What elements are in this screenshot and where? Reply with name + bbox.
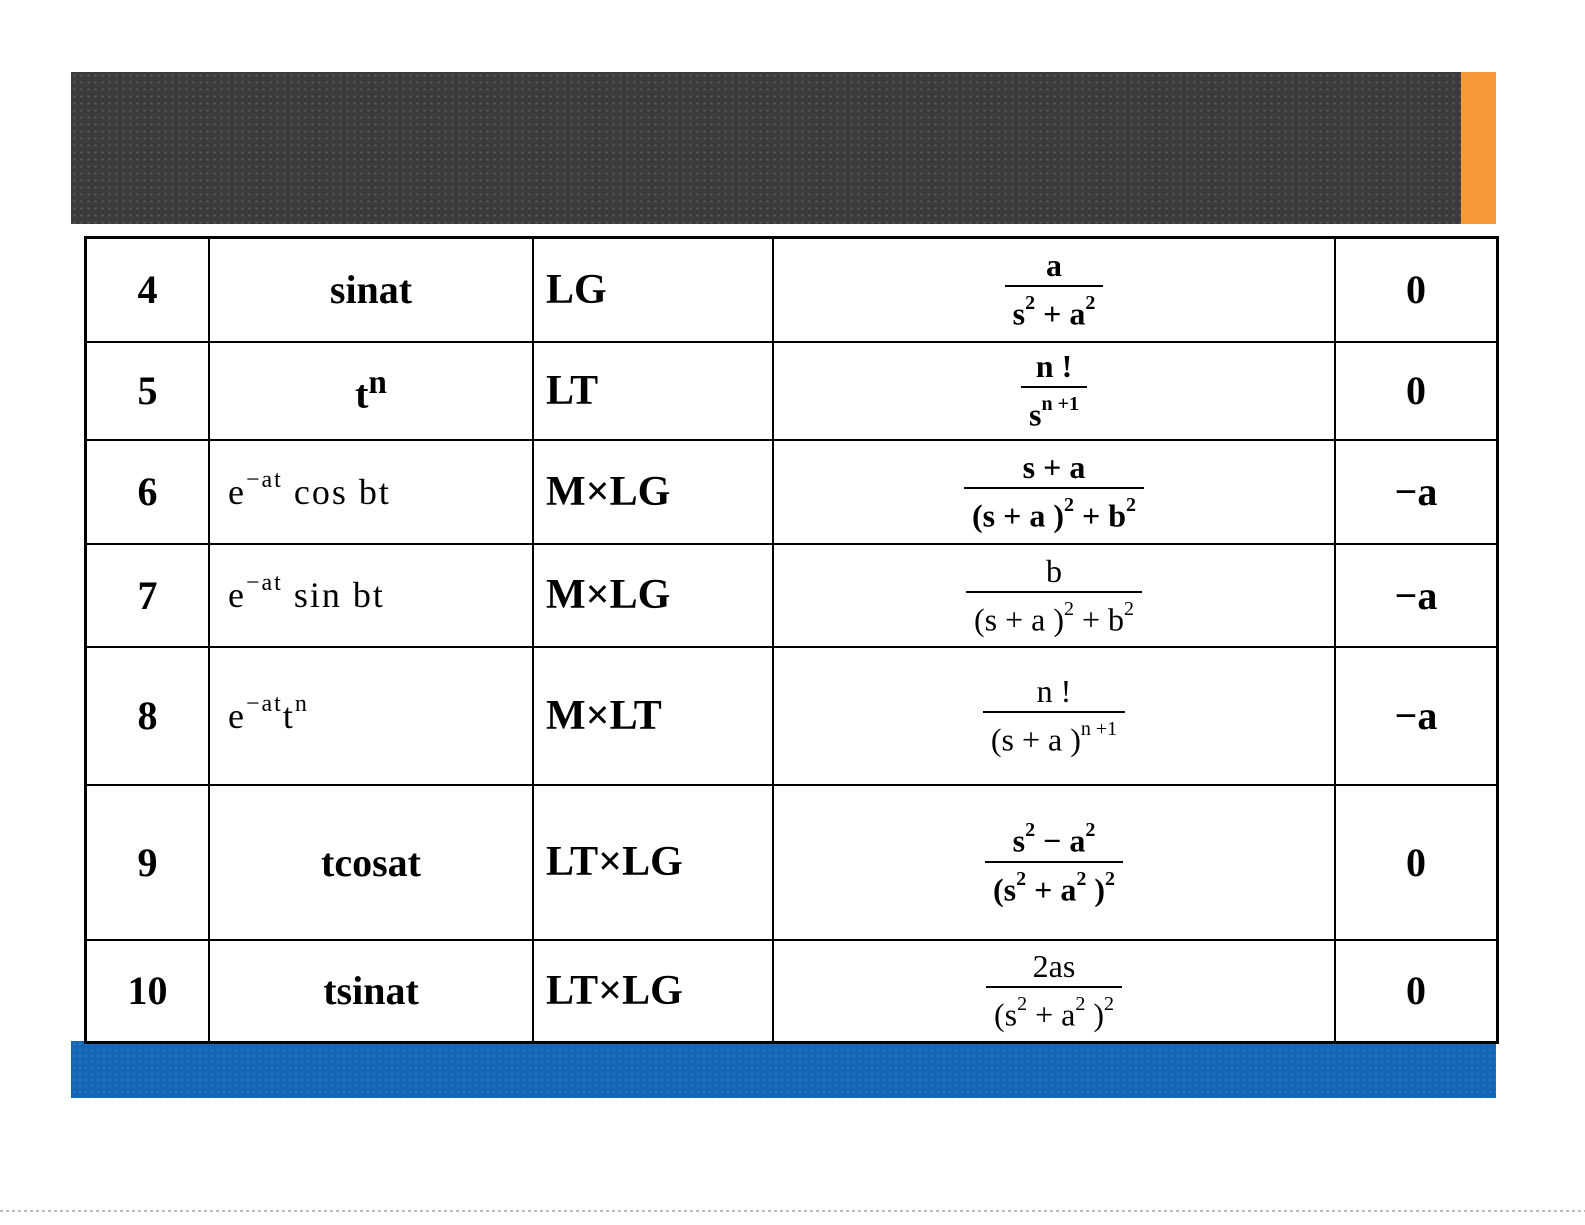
function-base: t: [355, 371, 369, 417]
time-function: [209, 647, 533, 785]
time-function: [209, 440, 533, 544]
term-exponent: 2: [1124, 597, 1135, 620]
numerator-text: s + a: [1022, 449, 1086, 486]
laplace-transform: [773, 440, 1335, 544]
function-type: LT×LG: [533, 940, 773, 1043]
fraction-denominator: [1005, 287, 1104, 334]
function-type: LG: [533, 238, 773, 342]
term-text: + a: [1026, 871, 1077, 908]
term-exponent: n +1: [1080, 718, 1118, 741]
term-exponent: 2: [1063, 597, 1074, 620]
fraction-denominator: [985, 863, 1123, 910]
bottom-divider: [0, 1210, 1585, 1212]
fraction-numerator: [985, 814, 1123, 863]
row-number: 6: [86, 440, 210, 544]
table-row: [86, 238, 1498, 342]
fraction-numerator: [983, 671, 1125, 713]
fraction-denominator: [966, 593, 1142, 640]
term-exponent: n +1: [1041, 393, 1079, 416]
term-exponent: 2: [1105, 868, 1115, 890]
term-text: + b: [1073, 601, 1125, 638]
row-number: 4: [86, 238, 210, 342]
time-function: [209, 940, 533, 1043]
term-text: + b: [1073, 497, 1127, 534]
table-row: [86, 544, 1498, 647]
term-exponent: 2: [1025, 292, 1036, 315]
fraction: [986, 946, 1122, 1035]
time-function: [209, 785, 533, 940]
row-number: 7: [86, 544, 210, 647]
header-accent-bar: [1461, 72, 1496, 224]
header-band: [71, 72, 1461, 224]
table-row: [86, 940, 1498, 1043]
term-exponent: 2: [1025, 819, 1036, 842]
term-text: s: [1012, 823, 1026, 859]
function-rest: sin bt: [282, 575, 385, 615]
term-text: + a: [1035, 296, 1086, 333]
pole-value: 0: [1335, 940, 1498, 1043]
function-type: LT: [533, 342, 773, 440]
function-exponent: −at: [245, 690, 283, 717]
term-exponent: 2: [1126, 494, 1137, 517]
fraction-numerator: [1021, 346, 1087, 388]
time-function: [209, 342, 533, 440]
fraction-denominator: [986, 988, 1122, 1035]
fraction-denominator: [983, 713, 1125, 760]
laplace-transform: [773, 342, 1335, 440]
pole-value: −a: [1335, 647, 1498, 785]
table-row: [86, 647, 1498, 785]
function-type: M×LG: [533, 544, 773, 647]
term-text: (s: [993, 997, 1018, 1034]
fraction-denominator: [964, 489, 1144, 536]
pole-value: 0: [1335, 785, 1498, 940]
term-exponent: 2: [1085, 292, 1096, 315]
numerator-text: n !: [1035, 348, 1073, 385]
table-row: [86, 785, 1498, 940]
laplace-transform: [773, 785, 1335, 940]
laplace-transform-table: [84, 236, 1499, 1044]
term-exponent: 2: [1075, 993, 1086, 1016]
time-function: [209, 238, 533, 342]
numerator-text: a: [1046, 247, 1062, 284]
table-row: [86, 440, 1498, 544]
fraction: [1005, 245, 1104, 334]
fraction-numerator: [966, 551, 1142, 593]
term-text: + a: [1027, 997, 1076, 1034]
function-rest: t: [282, 695, 295, 736]
fraction: [983, 671, 1125, 760]
laplace-transform: [773, 238, 1335, 342]
fraction: [985, 814, 1123, 909]
numerator-text: n !: [1036, 673, 1072, 710]
term-text: (s + a ): [971, 497, 1064, 534]
laplace-transform: [773, 544, 1335, 647]
function-exponent: n: [294, 690, 309, 717]
term-text: s: [1029, 396, 1042, 433]
function-base: tcosat: [321, 839, 421, 885]
term-text: ): [1085, 997, 1104, 1034]
term-text: (s + a ): [990, 721, 1081, 758]
term-exponent: 2: [1085, 819, 1096, 842]
term-text: ): [1086, 871, 1105, 908]
table-row: [86, 342, 1498, 440]
fraction-denominator: [1021, 388, 1087, 435]
function-rest: cos bt: [282, 471, 391, 512]
footer-band: [71, 1041, 1496, 1098]
time-function: [209, 544, 533, 647]
row-number: 10: [86, 940, 210, 1043]
function-base: e: [228, 471, 246, 512]
function-type: M×LG: [533, 440, 773, 544]
laplace-transform: [773, 647, 1335, 785]
function-base: e: [228, 695, 246, 736]
function-base: e: [228, 575, 246, 615]
term-exponent: 2: [1063, 494, 1074, 517]
fraction: [966, 551, 1142, 640]
fraction-numerator: [1005, 245, 1104, 287]
row-number: 5: [86, 342, 210, 440]
term-text: − a: [1035, 823, 1086, 859]
numerator-text: 2as: [1032, 948, 1076, 985]
numerator-text: b: [1046, 552, 1062, 589]
row-number: 9: [86, 785, 210, 940]
function-exponent: n: [368, 363, 387, 401]
function-type: M×LT: [533, 647, 773, 785]
row-number: 8: [86, 647, 210, 785]
fraction-numerator: [964, 447, 1144, 489]
term-exponent: 2: [1076, 868, 1087, 890]
term-text: s: [1012, 296, 1026, 333]
laplace-transform: [773, 940, 1335, 1043]
term-exponent: 2: [1104, 993, 1114, 1016]
term-text: (s + a ): [973, 601, 1064, 638]
function-base: tsinat: [323, 968, 419, 1014]
pole-value: 0: [1335, 238, 1498, 342]
function-base: sinat: [329, 267, 413, 313]
function-exponent: −at: [245, 466, 283, 493]
pole-value: 0: [1335, 342, 1498, 440]
fraction-numerator: [986, 946, 1122, 988]
function-type: LT×LG: [533, 785, 773, 940]
fraction: [1021, 346, 1087, 435]
fraction: [964, 447, 1144, 536]
term-exponent: 2: [1016, 868, 1027, 890]
pole-value: −a: [1335, 544, 1498, 647]
term-text: (s: [993, 871, 1017, 908]
function-exponent: −at: [245, 570, 283, 596]
term-exponent: 2: [1017, 993, 1028, 1016]
pole-value: −a: [1335, 440, 1498, 544]
